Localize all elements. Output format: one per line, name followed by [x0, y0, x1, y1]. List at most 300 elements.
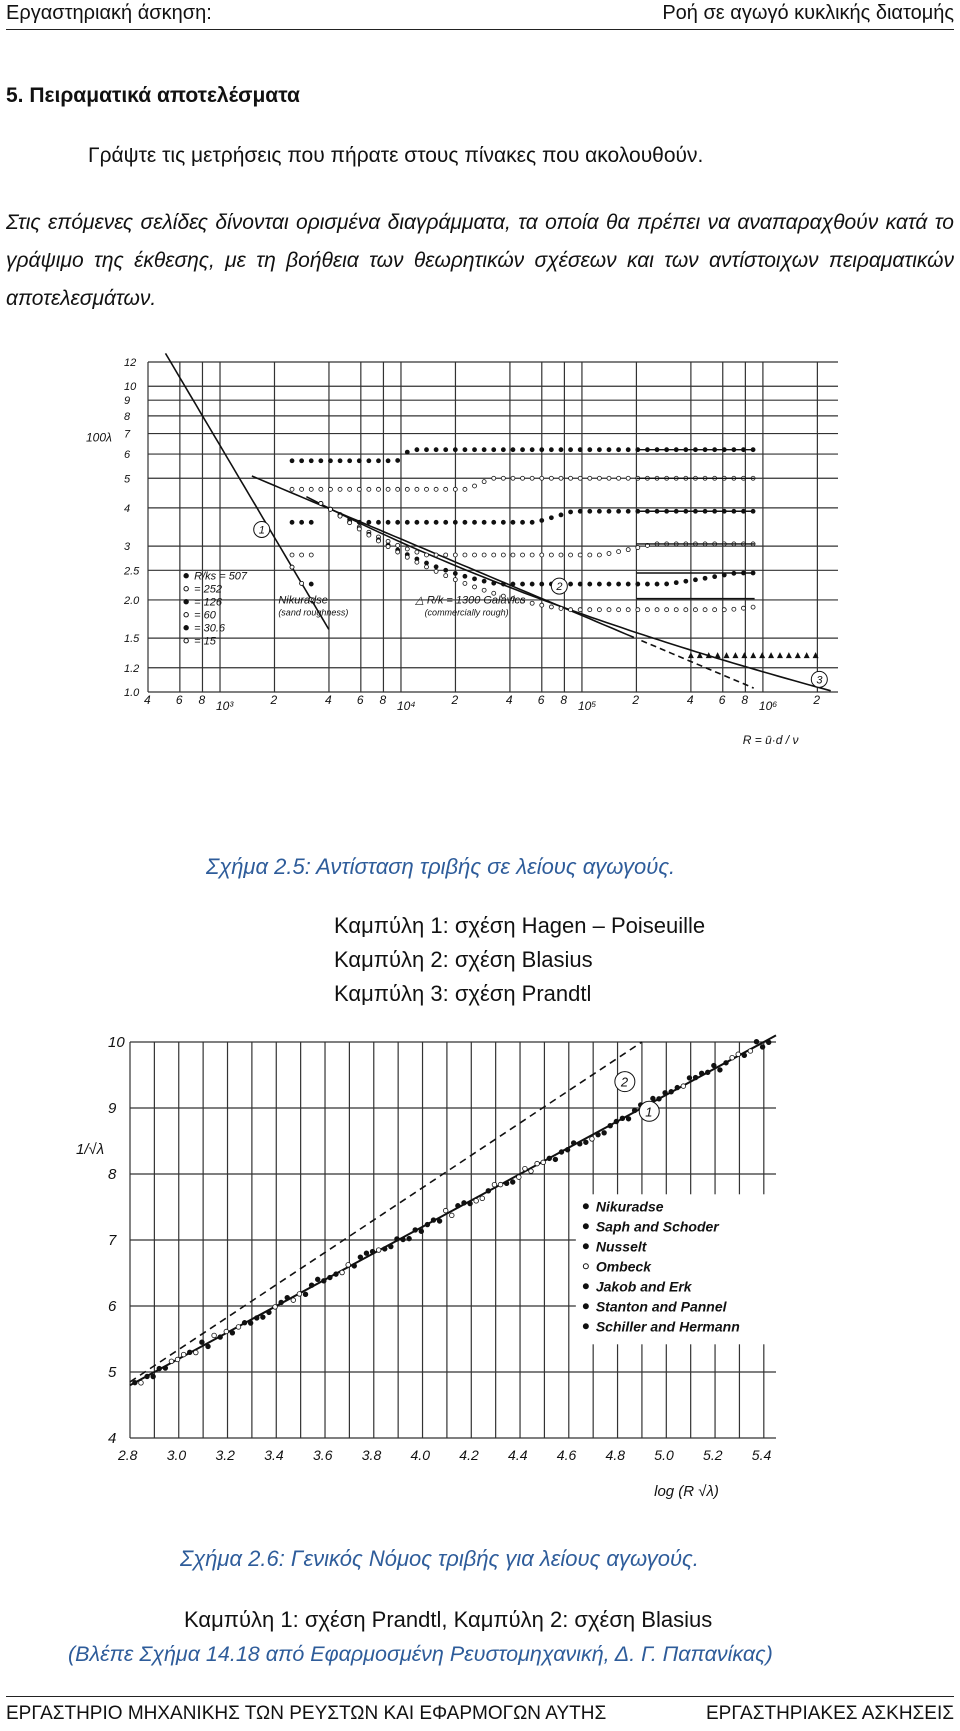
data-point	[703, 576, 707, 580]
figure2-source: (Βλέπε Σχήμα 14.18 από Εφαρμοσμένη Ρευστομηχανική, Δ. Γ. Παπανίκας)	[68, 1642, 773, 1666]
data-point	[712, 1063, 717, 1068]
data-point	[181, 1352, 186, 1357]
data-point	[549, 516, 553, 520]
data-point	[713, 608, 717, 612]
data-point	[248, 1321, 253, 1326]
data-point	[681, 1084, 686, 1089]
data-point	[376, 487, 380, 491]
galavics-point	[804, 652, 810, 658]
data-point	[602, 1131, 607, 1136]
data-point	[617, 582, 621, 586]
x-tick-label: 10⁴	[396, 699, 416, 713]
data-point	[273, 1305, 278, 1310]
data-point	[338, 459, 342, 463]
data-point	[569, 476, 573, 480]
data-point	[540, 448, 544, 452]
data-point	[626, 608, 630, 612]
data-point	[482, 520, 486, 524]
data-point	[328, 487, 332, 491]
data-point	[510, 1180, 515, 1185]
data-point	[617, 448, 621, 452]
x-tick-label: 4	[324, 693, 332, 707]
data-point	[453, 487, 457, 491]
galavics-point	[795, 652, 801, 658]
x-tick-label: 3.4	[264, 1447, 284, 1463]
legend-marker	[583, 1304, 588, 1309]
legend-item: Ombeck	[595, 1258, 652, 1275]
data-point	[405, 487, 409, 491]
x-tick-label: 8	[379, 693, 387, 707]
data-point	[511, 448, 515, 452]
data-point	[699, 1071, 704, 1076]
data-point	[597, 509, 601, 513]
x-tick-label: 6	[356, 693, 364, 707]
x-tick-label: 5.4	[751, 1447, 772, 1463]
data-point	[224, 1329, 229, 1334]
x-tick-label: 10⁶	[758, 699, 778, 713]
y-tick-label: 7	[108, 1232, 117, 1249]
data-point	[415, 520, 419, 524]
data-point	[569, 582, 573, 586]
data-point	[674, 581, 678, 585]
data-point	[340, 1270, 345, 1275]
data-point	[456, 1203, 461, 1208]
legend-marker	[583, 1224, 588, 1229]
data-point	[626, 1116, 631, 1121]
data-point	[285, 1295, 290, 1300]
data-point	[434, 448, 438, 452]
data-point	[521, 582, 525, 586]
curve-blasius	[130, 1042, 642, 1382]
curve-hagen-poiseuille	[166, 353, 329, 629]
data-point	[597, 582, 601, 586]
data-point	[169, 1359, 174, 1364]
data-point	[669, 1089, 674, 1094]
legend-item: = 15	[194, 635, 216, 648]
data-point	[413, 1228, 418, 1233]
data-point	[674, 608, 678, 612]
footer-right: ΕΡΓΑΣΤΗΡΙΑΚΕΣ ΑΣΚΗΣΕΙΣ	[705, 1703, 954, 1724]
data-point	[315, 1277, 320, 1282]
y-tick-label: 1.0	[124, 687, 140, 699]
data-point	[139, 1381, 144, 1386]
data-point	[687, 1076, 692, 1081]
galavics-point	[750, 652, 756, 658]
legend-item: = 60	[194, 609, 216, 622]
data-point	[473, 577, 477, 581]
data-point	[405, 547, 409, 551]
data-point	[529, 1169, 534, 1174]
legend-item: = 126	[194, 596, 223, 609]
data-point	[453, 553, 457, 557]
data-point	[357, 459, 361, 463]
data-point	[424, 448, 428, 452]
data-point	[437, 1219, 442, 1224]
data-point	[724, 1060, 729, 1065]
y-tick-label: 5	[124, 473, 131, 486]
legend-marker	[184, 600, 188, 604]
data-point	[206, 1344, 211, 1349]
data-point	[766, 1040, 771, 1045]
data-point	[511, 520, 515, 524]
data-point	[501, 476, 505, 480]
data-point	[501, 553, 505, 557]
y-axis-label: 100λ	[86, 430, 112, 445]
data-point	[431, 1218, 436, 1223]
data-point	[338, 514, 342, 518]
legend-item: Schiller and Hermann	[595, 1318, 740, 1335]
data-point	[322, 1279, 327, 1284]
curve-label: 1	[645, 1104, 653, 1120]
y-axis-label: 1/√λ	[76, 1141, 105, 1159]
legend-title: Nikuradse	[278, 594, 328, 607]
data-point	[300, 581, 304, 585]
data-point	[357, 520, 361, 524]
data-point	[382, 1247, 387, 1252]
data-point	[626, 448, 630, 452]
data-point	[473, 484, 477, 488]
data-point	[722, 608, 726, 612]
data-point	[133, 1380, 138, 1385]
curve-label: 1	[258, 524, 265, 537]
data-point	[463, 487, 467, 491]
data-point	[732, 607, 736, 611]
data-point	[607, 448, 611, 452]
galavics-point	[768, 652, 774, 658]
data-point	[434, 565, 438, 569]
data-point	[501, 448, 505, 452]
data-point	[588, 608, 592, 612]
data-point	[655, 582, 659, 586]
data-point	[419, 1229, 424, 1234]
data-point	[473, 448, 477, 452]
galavics-point	[688, 652, 694, 658]
data-point	[588, 476, 592, 480]
y-tick-label: 12	[124, 357, 137, 369]
figure2-caption: Σχήμα 2.6: Γενικός Νόμος τριβής για λείους αγωγούς.	[180, 1546, 699, 1571]
legend-item: = 252	[194, 583, 223, 596]
data-point	[480, 1196, 485, 1201]
curve-label: 2	[556, 581, 563, 594]
data-point	[501, 582, 505, 586]
data-point	[571, 1141, 576, 1146]
data-point	[396, 550, 400, 554]
data-point	[194, 1350, 199, 1355]
data-point	[705, 1070, 710, 1075]
y-tick-label: 9	[124, 395, 131, 408]
x-tick-label: 2	[270, 693, 278, 707]
figure1-note-1: Καμπύλη 1: σχέση Hagen – Poiseuille	[334, 913, 706, 938]
data-point	[540, 518, 544, 522]
data-point	[713, 575, 717, 579]
data-point	[290, 553, 294, 557]
data-point	[578, 582, 582, 586]
x-tick-label: 4.2	[459, 1447, 479, 1463]
data-point	[521, 520, 525, 524]
data-point	[163, 1366, 168, 1371]
figure1-note-2: Καμπύλη 2: σχέση Blasius	[334, 947, 593, 972]
x-tick-label: 6	[537, 693, 545, 707]
data-point	[444, 448, 448, 452]
data-point	[405, 450, 409, 454]
data-point	[511, 476, 515, 480]
y-tick-label: 1.5	[124, 633, 140, 646]
data-point	[569, 608, 573, 612]
data-point	[617, 509, 621, 513]
data-point	[300, 553, 304, 557]
data-point	[200, 1340, 205, 1345]
legend-item: Stanton and Pannel	[595, 1298, 727, 1315]
legend-galavics-sub: (commercially rough)	[424, 607, 509, 618]
data-point	[626, 509, 630, 513]
data-point	[415, 487, 419, 491]
legend-marker	[184, 626, 188, 630]
data-point	[279, 1300, 284, 1305]
legend-item: Saph and Schoder	[595, 1218, 719, 1235]
y-tick-label: 1.2	[124, 662, 140, 675]
data-point	[559, 606, 563, 610]
data-point	[348, 459, 352, 463]
data-point	[424, 487, 428, 491]
page-header	[6, 0, 954, 30]
data-point	[559, 448, 563, 452]
data-point	[636, 582, 640, 586]
data-point	[334, 1272, 339, 1277]
data-point	[675, 1085, 680, 1090]
data-point	[401, 1237, 406, 1242]
legend-marker	[184, 574, 188, 578]
data-point	[504, 1181, 509, 1186]
data-point	[212, 1333, 217, 1338]
data-point	[730, 1055, 735, 1060]
data-point	[559, 513, 563, 517]
x-tick-label: 4.0	[410, 1447, 430, 1463]
data-point	[309, 1283, 314, 1288]
x-tick-label: 2	[632, 693, 640, 707]
section-title: 5. Πειραματικά αποτελέσματα	[6, 84, 300, 107]
data-point	[300, 459, 304, 463]
data-point	[530, 553, 534, 557]
data-point	[175, 1357, 180, 1362]
x-tick-label: 4.6	[556, 1447, 577, 1463]
y-tick-label: 3	[124, 541, 131, 554]
legend-item: Nusselt	[595, 1238, 647, 1255]
data-point	[463, 448, 467, 452]
data-point	[617, 550, 621, 554]
data-point	[617, 608, 621, 612]
data-point	[718, 1068, 723, 1073]
x-tick-label: 3.0	[166, 1447, 187, 1463]
data-point	[444, 553, 448, 557]
data-point	[486, 1189, 491, 1194]
data-point	[319, 487, 323, 491]
x-tick-label: 2	[451, 693, 459, 707]
data-point	[565, 1147, 570, 1152]
data-point	[492, 581, 496, 585]
data-point	[443, 1208, 448, 1213]
data-point	[328, 459, 332, 463]
data-point	[588, 509, 592, 513]
data-point	[187, 1350, 192, 1355]
data-point	[424, 520, 428, 524]
data-point	[309, 553, 313, 557]
x-tick-label: 2	[813, 693, 821, 707]
y-tick-label: 5	[108, 1364, 117, 1381]
data-point	[370, 1249, 375, 1254]
y-tick-label: 4	[108, 1430, 117, 1447]
data-point	[703, 608, 707, 612]
data-point	[364, 1251, 369, 1256]
data-point	[230, 1331, 235, 1336]
data-point	[396, 543, 400, 547]
y-tick-label: 9	[108, 1100, 117, 1117]
data-point	[492, 553, 496, 557]
data-point	[578, 476, 582, 480]
data-point	[290, 520, 294, 524]
data-point	[547, 1156, 552, 1161]
data-point	[309, 487, 313, 491]
data-point	[482, 448, 486, 452]
data-point	[396, 520, 400, 524]
x-tick-label: 10³	[216, 699, 234, 713]
data-point	[346, 1263, 351, 1268]
data-point	[242, 1320, 247, 1325]
data-point	[607, 608, 611, 612]
data-point	[468, 1201, 473, 1206]
data-point	[309, 520, 313, 524]
data-point	[151, 1374, 156, 1379]
data-point	[693, 578, 697, 582]
data-point	[352, 1264, 357, 1269]
data-point	[553, 1157, 558, 1162]
galavics-point	[732, 652, 738, 658]
data-point	[588, 448, 592, 452]
data-point	[424, 553, 428, 557]
data-point	[578, 509, 582, 513]
data-point	[463, 520, 467, 524]
data-point	[597, 448, 601, 452]
data-point	[665, 608, 669, 612]
legend-marker	[583, 1264, 588, 1269]
data-point	[482, 588, 486, 592]
x-tick-label: 5.0	[654, 1447, 674, 1463]
data-point	[498, 1182, 503, 1187]
y-tick-label: 2.0	[124, 594, 140, 607]
data-point	[549, 448, 553, 452]
data-point	[517, 1175, 522, 1180]
data-point	[492, 448, 496, 452]
x-tick-label: 8	[560, 693, 568, 707]
data-point	[367, 520, 371, 524]
data-point	[434, 520, 438, 524]
galavics-point	[715, 652, 721, 658]
galavics-point	[741, 652, 747, 658]
data-point	[521, 448, 525, 452]
page-footer	[6, 1696, 954, 1725]
x-tick-label: 4.8	[605, 1447, 626, 1463]
data-point	[492, 520, 496, 524]
data-point	[540, 553, 544, 557]
data-point	[328, 507, 332, 511]
data-point	[300, 487, 304, 491]
data-point	[367, 487, 371, 491]
y-tick-label: 4	[124, 502, 131, 515]
data-point	[482, 579, 486, 583]
legend-marker	[583, 1324, 588, 1329]
data-point	[386, 520, 390, 524]
legend-galavics: △ R/k = 1300 Galavics	[415, 594, 526, 607]
data-point	[267, 1310, 272, 1315]
data-point	[549, 476, 553, 480]
data-point	[578, 608, 582, 612]
data-point	[405, 555, 409, 559]
data-point	[453, 520, 457, 524]
y-tick-label: 10	[124, 381, 137, 394]
data-point	[434, 569, 438, 573]
data-point	[463, 581, 467, 585]
data-point	[424, 561, 428, 565]
data-point	[415, 448, 419, 452]
data-point	[425, 1222, 430, 1227]
data-point	[760, 1045, 765, 1050]
data-point	[578, 448, 582, 452]
data-point	[569, 448, 573, 452]
data-point	[309, 459, 313, 463]
galavics-point	[759, 652, 765, 658]
data-point	[319, 501, 323, 505]
data-point	[684, 608, 688, 612]
data-point	[309, 582, 313, 586]
data-point	[559, 1150, 564, 1155]
data-point	[145, 1374, 150, 1379]
data-point	[626, 548, 630, 552]
intro-text: Γράψτε τις μετρήσεις που πήρατε στους πίνακες που ακολουθούν.	[88, 144, 704, 167]
x-tick-label: 2.8	[118, 1447, 138, 1463]
x-tick-label: 4	[144, 693, 151, 707]
data-point	[236, 1325, 241, 1330]
y-tick-label: 7	[124, 428, 131, 441]
data-point	[530, 476, 534, 480]
data-point	[482, 480, 486, 484]
data-point	[626, 476, 630, 480]
data-point	[395, 1237, 400, 1242]
y-tick-label: 6	[108, 1298, 117, 1315]
data-point	[492, 476, 496, 480]
data-point	[521, 553, 525, 557]
data-point	[569, 510, 573, 514]
data-point	[569, 553, 573, 557]
legend-item: R/ks = 507	[194, 570, 248, 583]
data-point	[588, 553, 592, 557]
data-point	[607, 551, 611, 555]
curve-label: 3	[816, 674, 823, 687]
data-point	[577, 1142, 582, 1147]
data-point	[473, 553, 477, 557]
footer-left: ΕΡΓΑΣΤΗΡΙΟ ΜΗΧΑΝΙΚΗΣ ΤΩΝ ΡΕΥΣΤΩΝ ΚΑΙ ΕΦΑΡΜΟΓΩΝ ΑΥΤΗΣ	[6, 1703, 607, 1724]
data-point	[549, 605, 553, 609]
x-tick-label: 4	[686, 693, 694, 707]
data-point	[530, 448, 534, 452]
data-point	[530, 520, 534, 524]
legend-marker	[184, 587, 188, 591]
data-point	[742, 1053, 747, 1058]
legend-item: Nikuradse	[595, 1198, 664, 1215]
x-tick-label: 6	[718, 693, 726, 707]
data-point	[319, 459, 323, 463]
data-point	[290, 459, 294, 463]
legend-marker	[184, 639, 188, 643]
x-tick-label: 5.2	[703, 1447, 723, 1463]
